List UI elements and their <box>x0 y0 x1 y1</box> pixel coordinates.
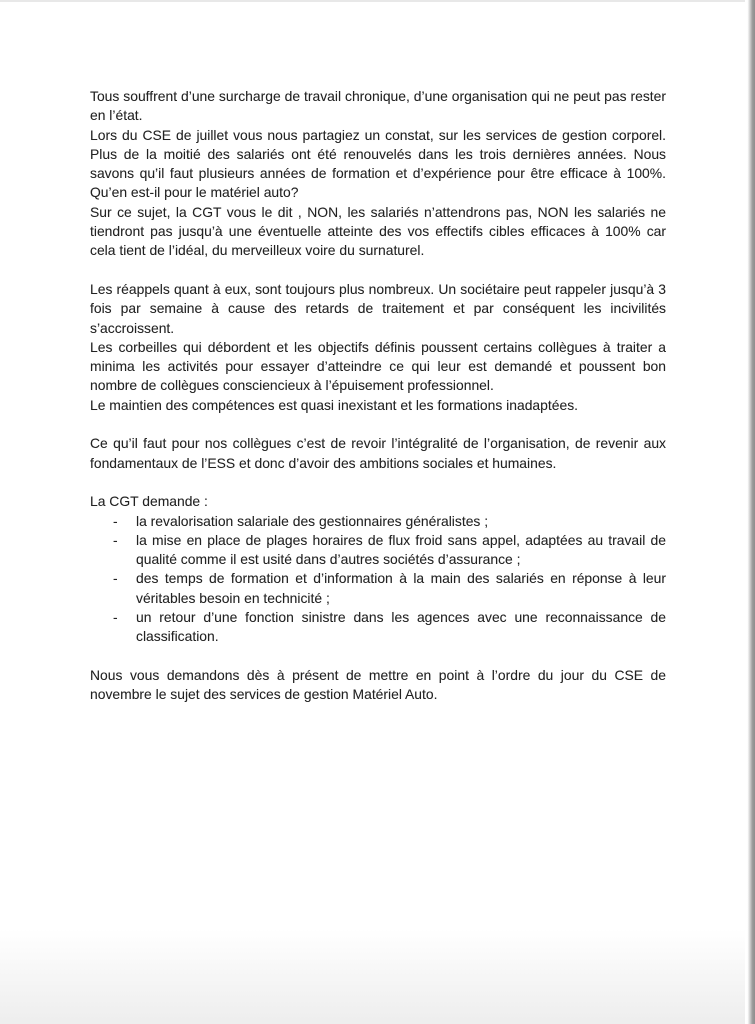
list-intro: La CGT demande : <box>90 493 208 510</box>
list-item <box>90 512 666 531</box>
dash-marker: - <box>113 531 118 548</box>
dash-marker: - <box>113 570 118 587</box>
list-item-text: un retour d’une fonction sinistre dans les agences avec une reconnaissance de classification. <box>136 609 666 645</box>
paragraph-cgt-response: Sur ce sujet, la CGT vous le dit , NON, les salariés n’attendrons pas, NON les salariés ne tiendront pas jusqu’à une éventuelle atteinte des vos effectifs cibles efficaces à 100% car cela tient de l’idéal, du merveilleux voire du surnaturel. <box>90 203 666 259</box>
page-bottom-shade <box>0 929 755 1024</box>
list-item <box>90 608 666 647</box>
list-item-text: la mise en place de plages horaires de flux froid sans appel, adaptées au travail de qualité comme il est usité dans d’autres sociétés d’assurance ; <box>136 531 666 568</box>
paragraph-intro-1: Tous souffrent d’une surcharge de travail chronique, d’une organisation qui ne peut pas rester en l’état. <box>90 88 666 124</box>
dash-marker: - <box>113 512 118 529</box>
list-item <box>90 569 666 608</box>
closing-paragraph: Nous vous demandons dès à présent de mettre en point à l’ordre du jour du CSE de novembre le sujet des services de gestion Matériel Auto. <box>90 666 666 703</box>
page-top-edge <box>0 0 755 2</box>
paragraph-organisation: Ce qu’il faut pour nos collègues c’est de revoir l’intégralité de l’organisation, de revenir aux fondamentaux de l’ESS et donc d’avoir des ambitions sociales et humaines. <box>90 435 666 471</box>
document-body <box>90 87 666 705</box>
list-item <box>90 531 666 570</box>
paragraph-corbeilles: Les corbeilles qui débordent et les objectifs définis poussent certains collègues à traiter a minima les activités pour essayer d’atteindre ce qui leur est demandé et poussent bon nombre de collègues consciencieux à l’épuisement professionnel. <box>90 338 666 394</box>
scrollbar[interactable] <box>745 0 755 1024</box>
paragraph-competences: Le maintien des compétences est quasi inexistant et les formations inadaptées. <box>90 396 578 413</box>
dash-marker: - <box>113 609 118 626</box>
paragraph-intro-2: Lors du CSE de juillet vous nous partagiez un constat, sur les services de gestion corporel. Plus de la moitié des salariés ont été renouvelés dans les trois dernières années. Nous savons qu’il faut plusieurs années de formation et d’expérience pour être efficace à 100%. Qu’en est-il pour le matériel auto? <box>90 126 666 201</box>
paragraph-reappels: Les réappels quant à eux, sont toujours plus nombreux. Un sociétaire peut rappeler jusqu’à 3 fois par semaine à cause des retards de traitement et par conséquent les incivilités s’accroissent. <box>90 280 666 336</box>
demands-list <box>90 512 666 647</box>
list-item-text: des temps de formation et d’information à la main des salariés en réponse à leur véritables besoin en technicité ; <box>136 570 666 606</box>
list-item-text: la revalorisation salariale des gestionnaires généralistes ; <box>136 512 489 529</box>
